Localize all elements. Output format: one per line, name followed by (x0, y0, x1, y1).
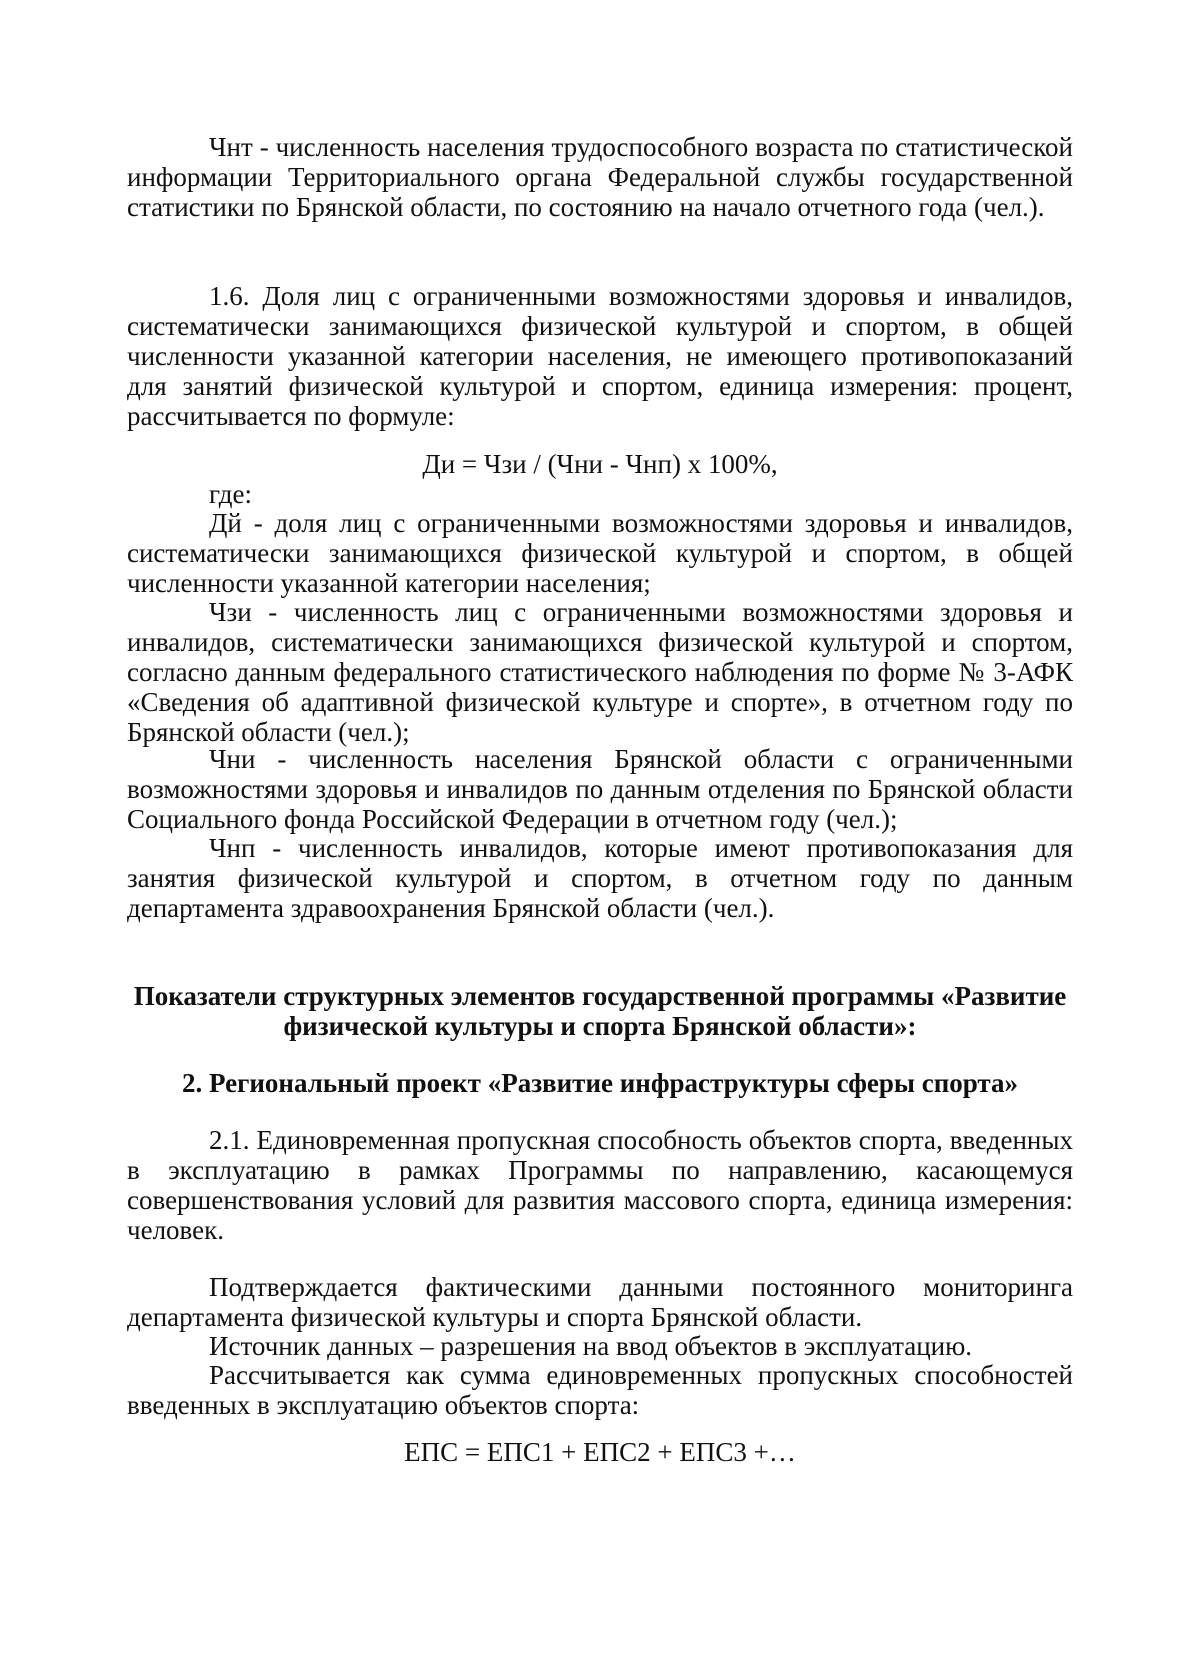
heading-structural-indicators: Показатели структурных элементов государственной программы «Развитие физической культуры и спорта Брянской области»: (133, 981, 1067, 1041)
paragraph-calculation: Рассчитывается как сумма единовременных пропускных способностей введенных в эксплуатацию объектов спорта: (127, 1360, 1073, 1420)
label-where: где: (209, 479, 252, 509)
paragraph-indicator-1-6: 1.6. Доля лиц с ограниченными возможностями здоровья и инвалидов, систематически занимающихся физической культурой и спортом, в общей численности указанной категории населения, не имеющего противопоказаний для занятий физической культурой и спортом, единица измерения: процент, рассчитывается по формуле: (127, 281, 1073, 431)
definition-cnp: Чнп - численность инвалидов, которые имеют противопоказания для занятия физической культурой и спортом, в отчетном году по данным департамента здравоохранения Брянской области (чел.). (127, 833, 1073, 923)
formula-eps: ЕПС = ЕПС1 + ЕПС2 + ЕПС3 +… (404, 1437, 796, 1467)
heading-regional-project: 2. Региональный проект «Развитие инфраструктуры сферы спорта» (181, 1068, 1019, 1098)
formula-di: Ди = Чзи / (Чни - Чнп) х 100%, (422, 449, 778, 479)
paragraph-confirmation: Подтверждается фактическими данными постоянного мониторинга департамента физической культуры и спорта Брянской области. (127, 1272, 1073, 1332)
definition-cni: Чни - численность населения Брянской области с ограниченными возможностями здоровья и инвалидов по данным отделения по Брянской области Социального фонда Российской Федерации в отчетном году (чел.); (127, 744, 1073, 834)
definition-di: Дй - доля лиц с ограниченными возможностями здоровья и инвалидов, систематически занимающихся физической культурой и спортом, в общей численности указанной категории населения; (127, 508, 1073, 598)
paragraph-data-source: Источник данных – разрешения на ввод объектов в эксплуатацию. (209, 1331, 973, 1361)
definition-czi: Чзи - численность лиц с ограниченными возможностями здоровья и инвалидов, систематически занимающихся физической культурой и спортом, согласно данным федерального статистического наблюдения по форме № 3-АФК «Сведения об адаптивной физической культуре и спорте», в отчетном году по Брянской области (чел.); (127, 597, 1073, 747)
paragraph-indicator-2-1: 2.1. Единовременная пропускная способность объектов спорта, введенных в эксплуатацию в рамках Программы по направлению, касающемуся совершенствования условий для развития массового спорта, единица измерения: человек. (127, 1125, 1073, 1245)
paragraph-cht-definition: Чнт - численность населения трудоспособного возраста по статистической информации Территориального органа Федеральной службы государственной статистики по Брянской области, по состоянию на начало отчетного года (чел.). (127, 132, 1073, 222)
